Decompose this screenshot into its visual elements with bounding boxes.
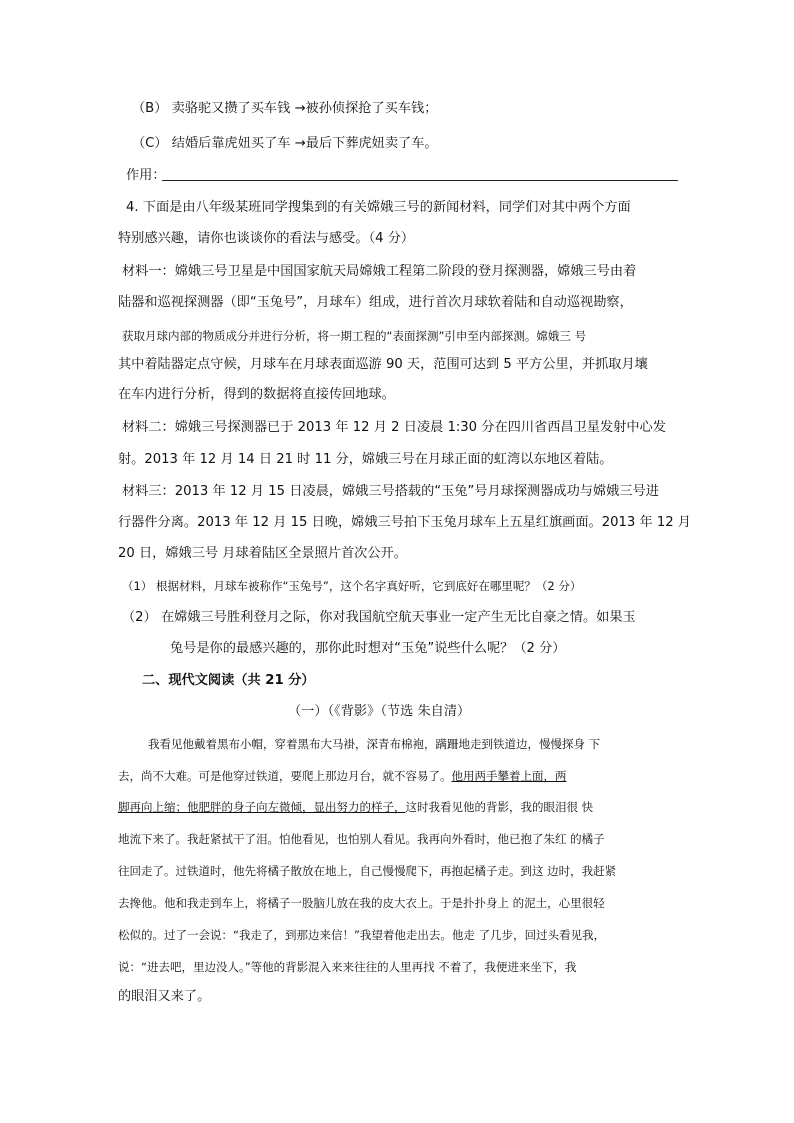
passage-line-2 — [118, 767, 567, 785]
material1-line-5: 在车内进行分析，得到的数据将直接传回地球。 — [118, 387, 395, 402]
passage-line-3-text: 这时我看见他的背影，我的眼泪很 快 — [405, 800, 594, 814]
q4-line-1: 4. 下面是由八年级某班同学搜集到的有关嫦娥三号的新闻材料，同学们对其中两个方面 — [126, 200, 631, 215]
passage-line-9: 的眼泪又来了。 — [118, 989, 211, 1004]
subquestion-2-line-2: 兔号是你的最感兴趣的，那你此时想对“玉兔”说些什么呢？（2 分） — [170, 641, 566, 656]
passage-line-4: 地流下来了。我赶紧拭干了泪。怕他看见，也怕别人看见。我再向外看时，他已抱了朱红 的橘子 — [118, 832, 605, 846]
material3-line-3: 20 日，嫦娥三号 月球着陆区全景照片首次公开。 — [118, 546, 407, 561]
material3-line-2: 行器件分离。2013 年 12 月 15 日晚，嫦娥三号拍下玉兔月球车上五星红旗画面。2013 年 12 月 — [118, 515, 691, 530]
q4-line-2: 特别感兴趣，请你也谈谈你的看法与感受。（4 分） — [118, 231, 415, 246]
material2-line-1: 材料二：嫦娥三号探测器已于 2013 年 12 月 2 日凌晨 1:30 分在四川省西昌卫星发射中心发 — [122, 420, 666, 435]
material3-line-1: 材料三：2013 年 12 月 15 日凌晨，嫦娥三号搭载的“玉兔”号月球探测器成功与嫦娥三号进 — [122, 484, 659, 499]
subquestion-1: （1） 根据材料，月球车被称作“玉兔号”，这个名字真好听，它到底好在哪里呢？（2 分） — [122, 579, 582, 593]
passage-underlined-sentence-part-2: 脚再向上缩；他肥胖的身子向左微倾，显出努力的样子， — [118, 800, 406, 814]
passage-title: （一）（《背影》（节选 朱自清） — [288, 704, 471, 719]
passage-line-2-text: 去，尚不大难。可是他穿过铁道，要爬上那边月台，就不容易了。 — [118, 769, 452, 783]
passage-underlined-sentence-part-1: 他用两手攀着上面，两 — [451, 769, 567, 783]
material1-line-1: 材料一：嫦娥三号卫星是中国国家航天局嫦娥工程第二阶段的登月探测器，嫦娥三号由着 — [122, 264, 637, 279]
passage-line-5: 往回走了。过铁道时，他先将橘子散放在地上，自己慢慢爬下，再抱起橘子走。到这 边时，我赶紧 — [118, 864, 617, 878]
section-heading: 二、现代文阅读（共 21 分） — [142, 673, 315, 688]
material2-line-2: 射。2013 年 12 月 14 日 21 时 11 分，嫦娥三号在月球正面的虹湾以东地区着陆。 — [118, 452, 613, 467]
option-c: （C） 结婚后靠虎妞买了车 →最后下葬虎妞卖了车。 — [132, 136, 438, 151]
passage-line-1: 我看见他戴着黑布小帽，穿着黑布大马褂，深青布棉袍，蹒跚地走到铁道边，慢慢探身 下 — [148, 737, 601, 751]
passage-line-7: 松似的。过了一会说：“我走了，到那边来信！”我望着他走出去。他走 了几步，回过头看见我， — [118, 928, 606, 942]
effect-label: 作用： — [126, 168, 166, 183]
material1-line-4: 其中着陆器定点守候，月球车在月球表面巡游 90 天，范围可达到 5 平方公里，并抓取月壤 — [118, 357, 648, 372]
passage-line-6: 去搀他。他和我走到车上，将橘子一股脑儿放在我的皮大衣上。于是扑扑身上 的泥土，心里很轻 — [118, 896, 605, 910]
passage-line-3 — [118, 798, 593, 816]
option-b: （B） 卖骆驼又攒了买车钱 →被孙侦探抢了买车钱； — [132, 101, 438, 116]
subquestion-2-line-1: （2） 在嫦娥三号胜利登月之际，你对我国航空航天事业一定产生无比自豪之情。如果玉 — [122, 610, 636, 625]
material1-line-2: 陆器和巡视探测器（即“玉兔号”，月球车）组成，进行首次月球软着陆和自动巡视勘察， — [118, 295, 633, 310]
passage-line-8: 说：“进去吧，里边没人。”等他的背影混入来来往往的人里再找 不着了，我便进来坐下，我 — [118, 960, 577, 974]
answer-blank-line — [162, 180, 678, 181]
material1-line-3: 获取月球内部的物质成分并进行分析，将一期工程的“表面探测”引申至内部探测。嫦娥三 号 — [122, 329, 587, 343]
